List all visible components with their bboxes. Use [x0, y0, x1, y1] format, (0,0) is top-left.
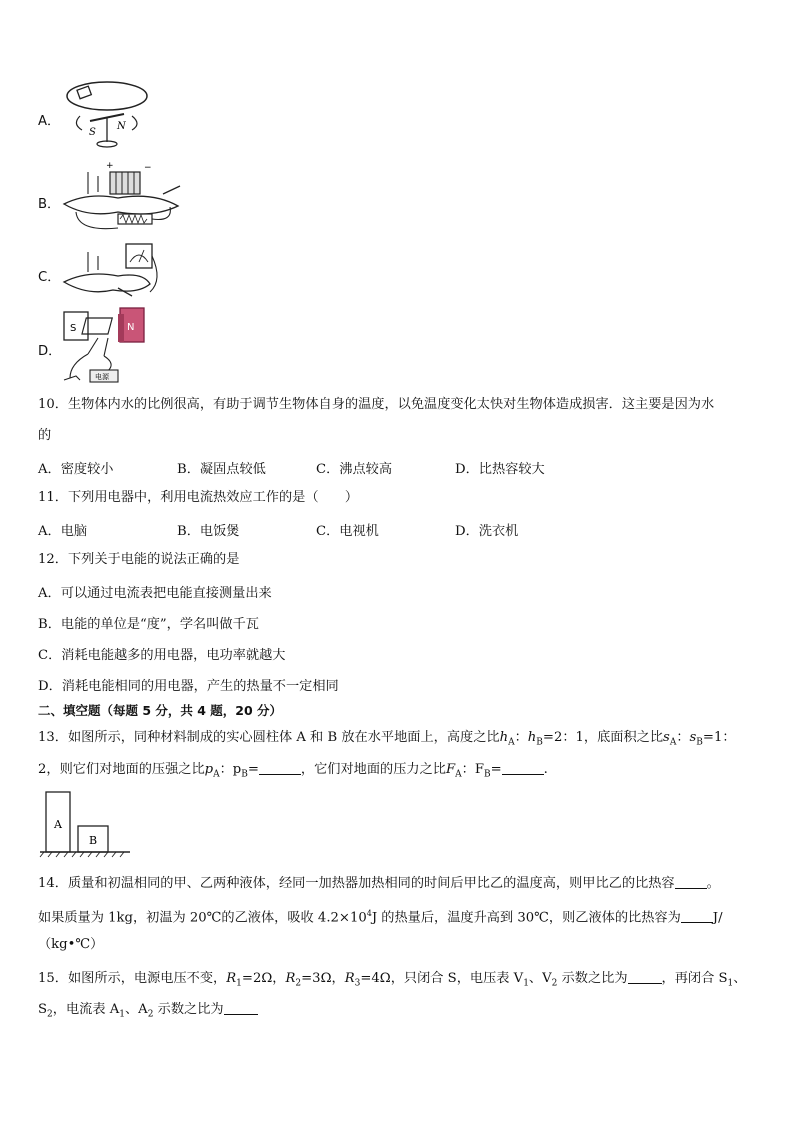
q12-option-b[interactable]: B．电能的单位是“度”，学名叫做千瓦	[38, 617, 259, 632]
magnet-n-label: N	[127, 322, 135, 333]
option-d-label: D．	[38, 344, 62, 359]
q11-option-d[interactable]: D．洗衣机	[455, 524, 519, 539]
q15-line1: 15．如图所示，电源电压不变，$R_1=2\Omega$，$R_2=3\Omega$，$R_3=4\Omega$，只闭合 S，电压表 $V_1$、$V_2$ 示数之比为 ，再闭合 $S_1$、	[38, 971, 747, 989]
option-a-label: A．	[38, 114, 61, 129]
option-b-label: B．	[38, 197, 61, 212]
compass-wire-figure	[62, 76, 152, 156]
q14-blank-2[interactable]	[681, 908, 713, 923]
q14-line1: 14．质量和初温相同的甲、乙两种液体，经同一加热器加热相同的时间后甲比乙的温度高，则甲比乙的比热容 。	[38, 876, 720, 891]
power-box-label: 电源	[95, 373, 109, 381]
cylinder-a-label: A	[54, 818, 62, 831]
q13-blank-2[interactable]	[502, 760, 544, 775]
q13-line1: 13．如图所示，同种材料制成的实心圆柱体 A 和 B 放在水平地面上，高度之比$h_A$：$h_B=2$：1，底面积之比$s_A$：$s_B=1$：	[38, 730, 736, 748]
section2-heading: 二、填空题（每题 5 分，共 4 题，20 分）	[38, 703, 283, 718]
q10-option-d[interactable]: D．比热容较大	[455, 462, 545, 477]
magnet-s-label: S	[70, 323, 77, 334]
q15-blank-1[interactable]	[628, 969, 662, 984]
q14-line3: （kg•℃）	[38, 937, 104, 952]
q13-blank-1[interactable]	[259, 760, 301, 775]
battery-circuit-figure	[58, 162, 188, 238]
q11-option-c[interactable]: C．电视机	[316, 524, 379, 539]
q15-blank-2[interactable]	[224, 1000, 258, 1015]
q11-stem: 11．下列用电器中，利用电流热效应工作的是（ ）	[38, 490, 359, 505]
q14-blank-1[interactable]	[675, 874, 707, 889]
q13-line2: 2，则它们对地面的压强之比$p_A$：$p_B=$ ，它们对地面的压力之比$F_A$：$F_B=$ .	[38, 762, 548, 780]
cylinder-b-label: B	[89, 834, 98, 847]
q10-stem-line1: 10．生物体内水的比例很高，有助于调节生物体自身的温度，以免温度变化太快对生物体造成损害．这主要是因为水	[38, 397, 715, 412]
q10-option-c[interactable]: C．沸点较高	[316, 462, 393, 477]
q12-stem: 12．下列关于电能的说法正确的是	[38, 552, 240, 567]
q12-option-d[interactable]: D．消耗电能相同的用电器，产生的热量不一定相同	[38, 679, 339, 694]
q12-option-c[interactable]: C．消耗电能越多的用电器，电功率就越大	[38, 648, 286, 663]
svg-text:+: +	[106, 162, 114, 171]
q12-option-a[interactable]: A．可以通过电流表把电能直接测量出来	[38, 586, 272, 601]
q11-option-b[interactable]: B．电饭煲	[177, 524, 240, 539]
svg-text:−: −	[144, 163, 152, 173]
needle-n-label: N	[117, 121, 126, 132]
cylinders-figure	[38, 790, 132, 860]
q10-option-a[interactable]: A．密度较小	[38, 462, 114, 477]
q11-option-a[interactable]: A．电脑	[38, 524, 88, 539]
q10-stem-line2: 的	[38, 428, 52, 443]
motor-magnet-figure	[60, 304, 160, 390]
q10-option-b[interactable]: B．凝固点较低	[177, 462, 266, 477]
q15-line2: $S_2$，电流表 $A_1$、$A_2$ 示数之比为	[38, 1000, 258, 1024]
q14-line2: 如果质量为 1kg，初温为 20℃的乙液体，吸收 $4.2\times 10^4J$ 的热量后，温度升高到 30℃，则乙液体的比热容为 J/	[38, 909, 723, 926]
option-c-label: C．	[38, 270, 61, 285]
needle-s-label: S	[89, 127, 96, 138]
galvanometer-circuit-figure	[58, 240, 168, 304]
